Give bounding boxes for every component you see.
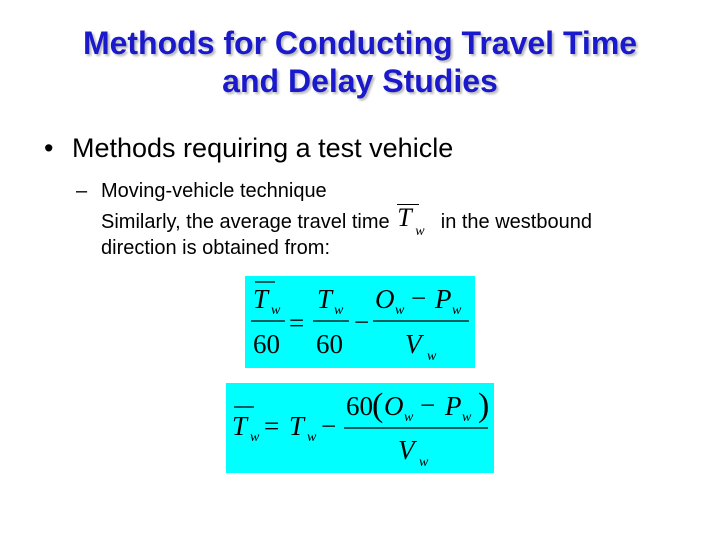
eq2-num-open-paren: ( [372, 387, 384, 424]
body-line-2-text: direction is obtained from: [101, 237, 331, 259]
bullet-level-2-heading: Moving-vehicle technique [101, 180, 327, 202]
eq1-t3-den-sub: w [427, 349, 437, 364]
eq1-t2-num-sub: w [334, 303, 344, 318]
eq1-t3-num-minus: − [411, 283, 427, 313]
title-line-2: and Delay Studies [222, 63, 498, 99]
equation-2 [226, 383, 494, 473]
body-line-1-after: in the westbound [440, 211, 592, 233]
eq2-den-sub: w [419, 455, 429, 470]
eq1-t2-den: 60 [316, 329, 343, 359]
equation-1-box [245, 276, 475, 368]
eq1-equals: = [289, 308, 305, 338]
eq1-t3-num-p: P [435, 284, 452, 314]
eq2-lhs: T [232, 411, 248, 441]
body-line-2 [76, 233, 592, 263]
eq2-num-o: O [384, 391, 404, 421]
eq1-t3-num-o-sub: w [395, 303, 405, 318]
eq2-lhs-sub: w [250, 430, 260, 445]
bullet-level-1 [44, 133, 453, 164]
eq1-minus: − [354, 307, 370, 337]
eq1-t3-den: V [405, 329, 422, 359]
bullet-dot-icon: • [44, 133, 54, 163]
eq2-num-p-sub: w [462, 410, 472, 425]
eq1-lhs-den: 60 [253, 329, 280, 359]
eq2-minus: − [321, 411, 337, 441]
slide-title [0, 24, 720, 100]
dash-bullet-icon: – [76, 180, 88, 202]
eq1-t3-num-p-sub: w [452, 303, 462, 318]
inline-symbol-t: T [397, 203, 412, 232]
bullet-level-2 [76, 176, 592, 263]
inline-symbol-w: w [415, 224, 425, 239]
eq2-t2-sub: w [307, 430, 317, 445]
eq2-t2: T [289, 411, 305, 441]
eq1-t3-num-o: O [375, 284, 395, 314]
bullet-level-1-text: Methods requiring a test vehicle [72, 133, 454, 163]
eq2-den: V [398, 435, 415, 465]
inline-symbol-tw [395, 203, 435, 239]
eq1-lhs-num-sub: w [271, 303, 281, 318]
eq2-num-close-paren: ) [478, 387, 490, 424]
eq2-equals: = [264, 411, 280, 441]
bullet-level-2-heading-line [76, 176, 592, 206]
equation-1 [245, 276, 475, 368]
eq1-t2-num: T [317, 284, 333, 314]
equation-2-box [226, 383, 494, 473]
eq2-num-p: P [445, 391, 462, 421]
title-line-1: Methods for Conducting Travel Time [82, 25, 638, 61]
eq2-num-o-sub: w [404, 410, 414, 425]
eq2-num-coef: 60 [346, 391, 373, 421]
eq1-lhs-num: T [253, 284, 269, 314]
body-line-1-before: Similarly, the average travel time [101, 211, 390, 233]
eq2-num-minus: − [420, 390, 436, 420]
